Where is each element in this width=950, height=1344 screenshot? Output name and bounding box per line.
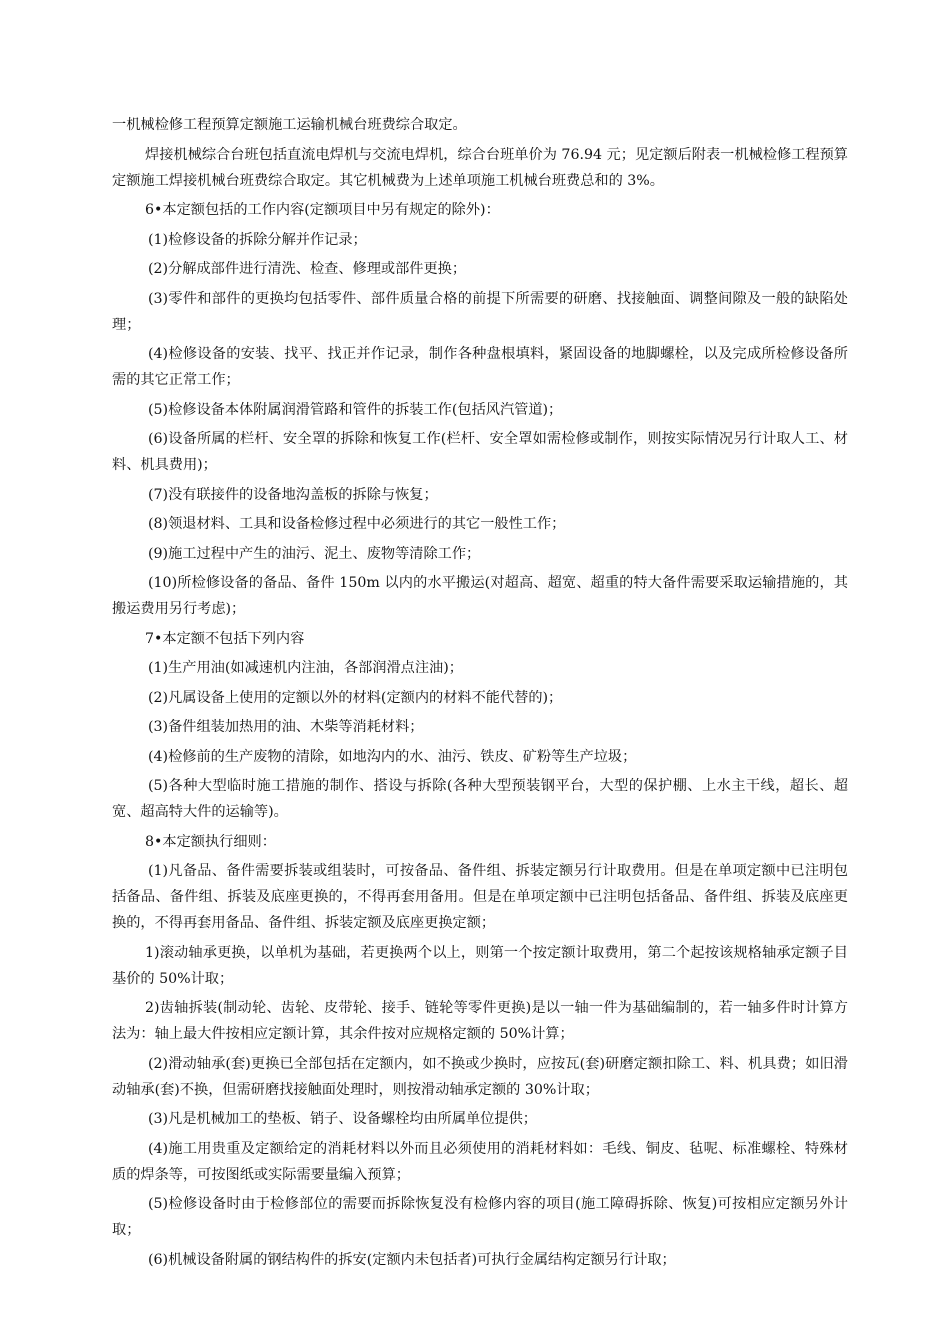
paragraph: 一机械检修工程预算定额施工运输机械台班费综合取定。 bbox=[112, 117, 467, 133]
paragraph: (5)检修设备时由于检修部位的需要而拆除恢复没有检修内容的项目(施工障碍拆除、恢复)可按相应定额另外计取； bbox=[112, 1196, 848, 1238]
paragraph: (2)滑动轴承(套)更换已全部包括在定额内，如不换或少换时，应按瓦(套)研磨定额扣除工、料、机具费；如旧滑动轴承(套)不换，但需研磨找接触面处理时，则按滑动轴承定额的 30%计取； bbox=[112, 1055, 848, 1098]
paragraph: 1)滚动轴承更换，以单机为基础，若更换两个以上，则第一个按定额计取费用，第二个起按该规格轴承定额子目基价的 50%计取； bbox=[112, 944, 848, 987]
paragraph: (2)凡属设备上使用的定额以外的材料(定额内的材料不能代替的)； bbox=[148, 689, 563, 706]
paragraph: (7)没有联接件的设备地沟盖板的拆除与恢复； bbox=[148, 486, 438, 503]
paragraph: (9)施工过程中产生的油污、泥土、废物等清除工作； bbox=[148, 545, 481, 562]
paragraph: (3)凡是机械加工的垫板、销子、设备螺栓均由所属单位提供； bbox=[148, 1111, 537, 1127]
paragraph: (4)检修前的生产废物的清除，如地沟内的水、油污、铁皮、矿粉等生产垃圾； bbox=[148, 748, 637, 765]
paragraph: (4)施工用贵重及定额给定的消耗材料以外而且必须使用的消耗材料如：毛线、铜皮、毡呢、标准螺栓、特殊材质的焊条等，可按图纸或实际需要量编入预算； bbox=[112, 1140, 848, 1183]
paragraph: 焊接机械综合台班包括直流电焊机与交流电焊机，综合台班单价为 76.94 元；见定额后附表一机械检修工程预算定额施工焊接机械台班费综合取定。其它机械费为上述单项施工机械台班费总和的 3%。 bbox=[112, 146, 848, 189]
paragraph: 7•本定额不包括下列内容 bbox=[145, 630, 305, 647]
paragraph: 2)齿轴拆装(制动轮、齿轮、皮带轮、接手、链轮等零件更换)是以一轴一件为基础编制的，若一轴多件时计算方法为：轴上最大件按相应定额计算，其余件按对应规格定额的 50%计算； bbox=[112, 1000, 848, 1042]
paragraph: 6•本定额包括的工作内容(定额项目中另有规定的除外)： bbox=[145, 202, 500, 218]
paragraph: (5)各种大型临时施工措施的制作、搭设与拆除(各种大型预装钢平台，大型的保护棚、上水主干线，超长、超宽、超高特大件的运输等)。 bbox=[112, 778, 848, 820]
paragraph: (1)凡备品、备件需要拆装或组装时，可按备品、备件组、拆装定额另行计取费用。但是在单项定额中已注明包括备品、备件组、拆装及底座更换的，不得再套用备用。但是在单项定额中已注明包括备品、备件组、拆装及底座更换的，不得再套用备品、备件组、拆装定额及底座更换定额； bbox=[112, 863, 848, 931]
paragraph: (4)检修设备的安装、找平、找正并作记录，制作各种盘根填料，紧固设备的地脚螺栓，以及完成所检修设备所需的其它正常工作； bbox=[112, 346, 848, 388]
paragraph: (2)分解成部件进行清洗、检查、修理或部件更换； bbox=[148, 261, 467, 277]
paragraph: 8•本定额执行细则： bbox=[145, 833, 276, 850]
paragraph: (6)机械设备附属的钢结构件的拆安(定额内未包括者)可执行金属结构定额另行计取； bbox=[148, 1251, 676, 1268]
paragraph: (8)领退材料、工具和设备检修过程中必须进行的其它一般性工作； bbox=[148, 516, 566, 532]
paragraph: (3)备件组装加热用的油、木柴等消耗材料； bbox=[148, 719, 424, 735]
paragraph: (5)检修设备本体附属润滑管路和管件的拆装工作(包括风汽管道)； bbox=[148, 401, 563, 418]
paragraph: (10)所检修设备的备品、备件 150m 以内的水平搬运(对超高、超宽、超重的特大备件需要采取运输措施的，其搬运费用另行考虑)； bbox=[112, 575, 848, 617]
document-body bbox=[112, 112, 848, 1276]
paragraph: (6)设备所属的栏杆、安全罩的拆除和恢复工作(栏杆、安全罩如需检修或制作，则按实际情况另行计取人工、材料、机具费用)； bbox=[112, 431, 848, 473]
paragraph: (1)检修设备的拆除分解并作记录； bbox=[148, 231, 367, 248]
paragraph: (3)零件和部件的更换均包括零件、部件质量合格的前提下所需要的研磨、找接触面、调整间隙及一般的缺陷处理； bbox=[112, 290, 848, 333]
paragraph: (1)生产用油(如减速机内注油，各部润滑点注油)； bbox=[148, 660, 463, 676]
